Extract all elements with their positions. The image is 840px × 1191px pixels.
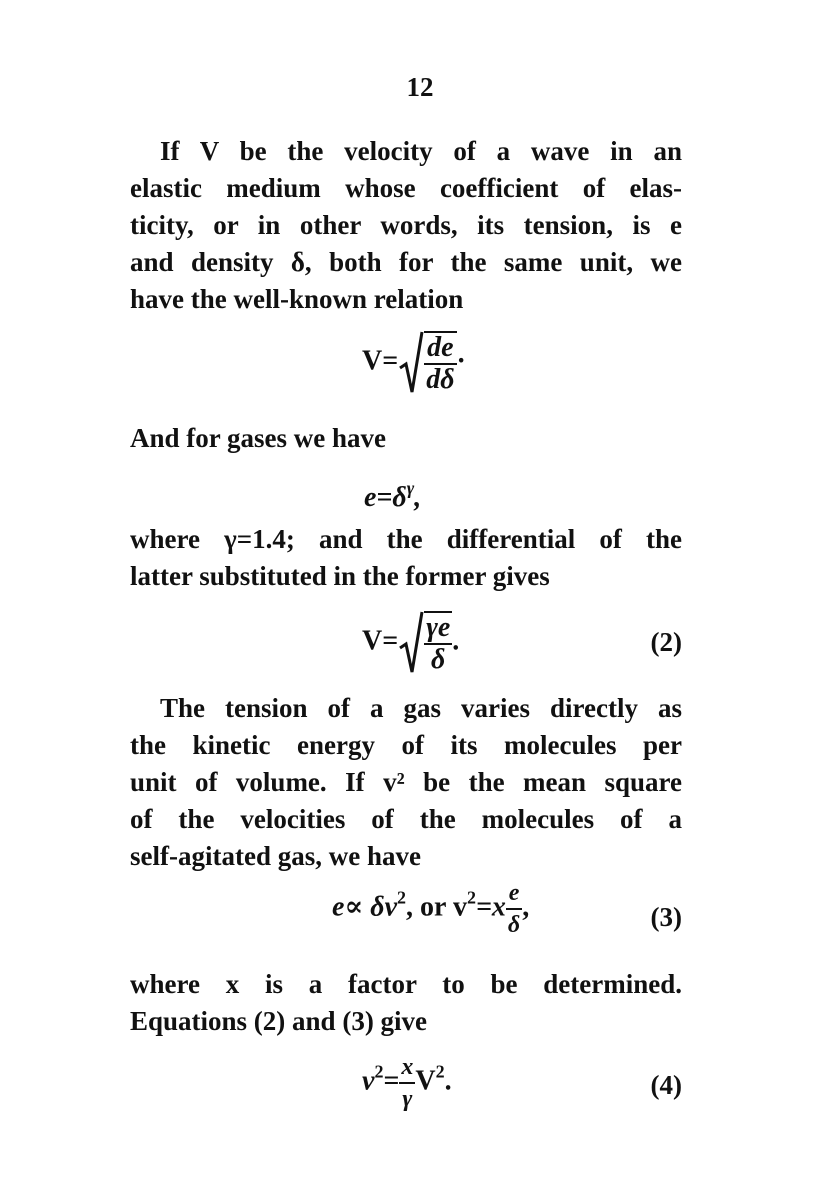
fraction — [424, 611, 452, 675]
equation-part: , or v — [406, 891, 467, 923]
numerator: de — [427, 332, 454, 363]
equation-tail: , — [522, 891, 530, 923]
text-line: ticity, or in other words, its tension, is e — [130, 210, 682, 240]
numerator: e — [508, 880, 520, 906]
denominator: δ — [506, 908, 522, 940]
text-line: If V be the velocity of a wave in an — [160, 136, 682, 166]
equation-part: = — [383, 1065, 400, 1097]
text-line: elastic medium whose coefficient of elas- — [130, 173, 682, 203]
equation-lhs: V= — [362, 625, 399, 657]
square-root-icon — [398, 330, 424, 396]
fraction — [399, 1052, 415, 1114]
paragraph-5 — [130, 966, 682, 1040]
equation-3 — [332, 878, 529, 940]
text-line: of the velocities of the molecules of a — [130, 804, 682, 834]
equation-tail: , — [414, 482, 422, 513]
equation-number: (2) — [650, 627, 682, 657]
equation-part: =x — [475, 891, 506, 923]
text-line: latter substituted in the former gives — [130, 561, 550, 591]
denominator: γ — [399, 1082, 415, 1114]
text-line: where γ=1.4; and the differential of the — [130, 524, 682, 554]
text-line: have the well-known relation — [130, 284, 464, 314]
denominator: dδ — [426, 364, 455, 395]
paragraph-1 — [130, 133, 682, 318]
equation-tail: . — [444, 1065, 452, 1097]
equation-2 — [362, 610, 459, 676]
text-line: And for gases we have — [130, 423, 386, 453]
square-root-icon — [398, 610, 424, 676]
superscript: 2 — [397, 887, 407, 908]
paragraph-2 — [130, 420, 682, 457]
superscript: 2 — [435, 1061, 445, 1082]
text-line: and density δ, both for the same unit, we — [130, 247, 682, 277]
equation-part: V — [415, 1065, 436, 1097]
equation-number: (4) — [650, 1070, 682, 1100]
superscript: γ — [406, 478, 415, 498]
fraction — [506, 878, 522, 940]
text-line: The tension of a gas varies directly as — [160, 693, 682, 723]
text-line: Equations (2) and (3) give — [130, 1006, 428, 1036]
text-line: where x is a factor to be determined. — [130, 969, 682, 999]
page-number: 12 — [406, 72, 434, 102]
text-line: the kinetic energy of its molecules per — [130, 730, 682, 760]
superscript: 2 — [466, 887, 476, 908]
text-line: self-agitated gas, we have — [130, 841, 421, 871]
equation-4 — [362, 1052, 452, 1114]
fraction — [424, 331, 456, 395]
equation-lhs: V= — [362, 345, 399, 377]
numerator: x — [401, 1054, 414, 1080]
denominator: δ — [424, 643, 452, 675]
equation-part: v — [362, 1065, 375, 1097]
equation-tail: · — [456, 345, 466, 377]
superscript: 2 — [374, 1061, 384, 1082]
equation-velocity — [362, 330, 466, 396]
paragraph-4 — [130, 690, 682, 875]
equation-number: (3) — [650, 902, 682, 932]
equation-tail: . — [452, 625, 460, 657]
numerator: γe — [426, 612, 451, 643]
equation-body: e=δ — [364, 482, 407, 513]
equation-part: e∝ δv — [332, 891, 398, 923]
equation-gas-tension — [364, 478, 421, 514]
text-line: unit of volume. If v² be the mean square — [130, 767, 682, 797]
paragraph-3 — [130, 521, 682, 595]
